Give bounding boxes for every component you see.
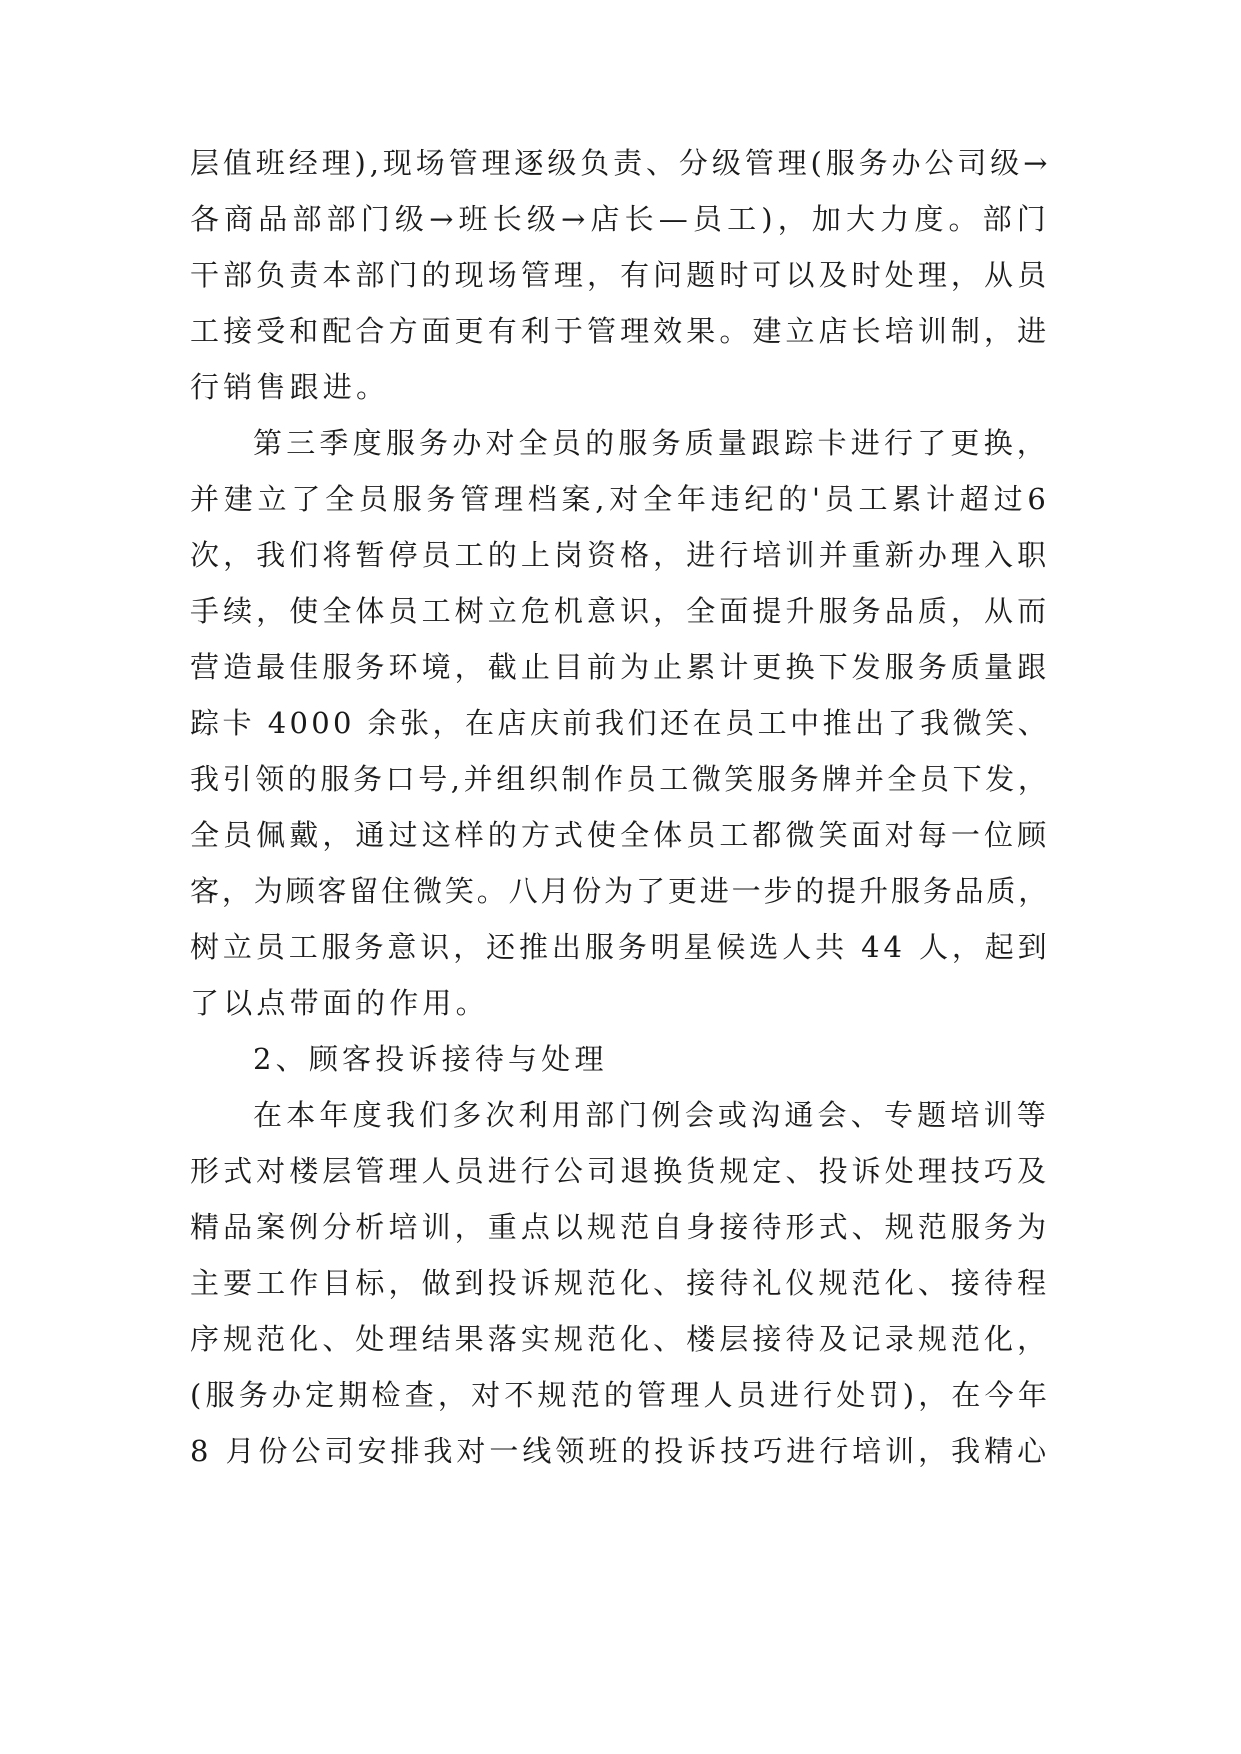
text-line: 工接受和配合方面更有利于管理效果。建立店长培训制，进 (190, 314, 1050, 348)
text-line: 精品案例分析培训，重点以规范自身接待形式、规范服务为 (190, 1210, 1050, 1244)
text-line: 并建立了全员服务管理档案,对全年违纪的'员工累计超过6 (190, 482, 1050, 516)
text-line: 在本年度我们多次利用部门例会或沟通会、专题培训等 (253, 1098, 1050, 1132)
text-line: 各商品部部门级→班长级→店长—员工)，加大力度。部门 (190, 202, 1050, 236)
text-line: 营造最佳服务环境，截止目前为止累计更换下发服务质量跟 (190, 650, 1050, 684)
text-line: 树立员工服务意识，还推出服务明星候选人共 44 人，起到 (190, 930, 1051, 964)
text-line: 第三季度服务办对全员的服务质量跟踪卡进行了更换， (253, 426, 1050, 460)
text-line: 形式对楼层管理人员进行公司退换货规定、投诉处理技巧及 (190, 1154, 1050, 1188)
text-line: 踪卡 4000 余张，在店庆前我们还在员工中推出了我微笑、 (190, 706, 1050, 740)
text-line: 了以点带面的作用。 (190, 986, 489, 1020)
text-line: 8 月份公司安排我对一线领班的投诉技巧进行培训，我精心 (190, 1434, 1050, 1468)
section-heading: 2、顾客投诉接待与处理 (253, 1042, 608, 1076)
text-line: 序规范化、处理结果落实规范化、楼层接待及记录规范化， (190, 1322, 1050, 1356)
text-line: 全员佩戴，通过这样的方式使全体员工都微笑面对每一位顾 (190, 818, 1050, 852)
text-line: 干部负责本部门的现场管理，有问题时可以及时处理，从员 (190, 258, 1050, 292)
text-line: 行销售跟进。 (190, 370, 390, 404)
text-line: 主要工作目标，做到投诉规范化、接待礼仪规范化、接待程 (190, 1266, 1050, 1300)
text-line: 客，为顾客留住微笑。八月份为了更进一步的提升服务品质， (190, 874, 1050, 908)
text-line: 手续，使全体员工树立危机意识，全面提升服务品质，从而 (190, 594, 1050, 628)
text-line: 我引领的服务口号,并组织制作员工微笑服务牌并全员下发， (190, 762, 1051, 796)
text-line: 层值班经理),现场管理逐级负责、分级管理(服务办公司级→ (190, 146, 1052, 180)
text-line: 次，我们将暂停员工的上岗资格，进行培训并重新办理入职 (190, 538, 1050, 572)
text-line: (服务办定期检查，对不规范的管理人员进行处罚)，在今年 (190, 1378, 1052, 1412)
